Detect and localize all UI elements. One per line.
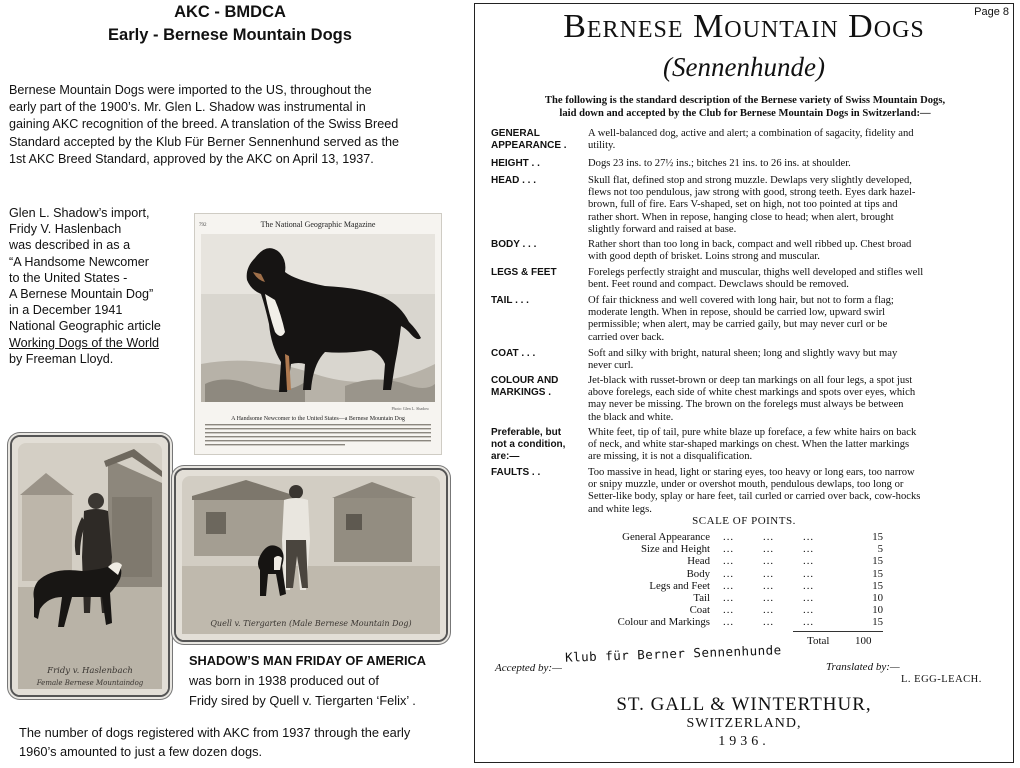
shadow-line: Glen L. Shadow’s import,: [9, 206, 150, 220]
fridy-inscription-1: Fridy v. Haslenbach: [47, 666, 133, 676]
leader-dots: ...: [723, 555, 735, 568]
shadow-line: to the United States -: [9, 270, 128, 285]
page-number: Page 8: [974, 6, 1009, 18]
shadow-line: “A Handsome Newcomer: [9, 254, 149, 269]
standard-text-line: Jet-black with russet-brown or deep tan markings on all four legs, a spot just: [588, 375, 913, 386]
scale-item-points: 5: [877, 543, 883, 556]
standard-text-line: above forelegs, each side of white chest markings and spots over eyes, which: [588, 387, 916, 399]
leader-dots: ...: [803, 531, 815, 543]
intro-line: Standard accepted by the Klub Für Berner Sennenhund served as the: [9, 134, 399, 149]
club-stamp: Klub für Berner Sennenhunde: [564, 642, 782, 665]
shadow-import-paragraph: [9, 205, 194, 367]
leader-dots: ...: [763, 592, 775, 604]
standard-text-line: Dogs 23 ins. to 27½ ins.; bitches 21 ins. to 26 ins. at shoulder.: [588, 158, 851, 169]
scale-row: [583, 604, 883, 616]
standard-text-line: Forelegs perfectly straight and muscular, thighs well developed and stifles well: [588, 267, 924, 278]
scale-of-points-title: SCALE OF POINTS.: [692, 515, 796, 527]
standard-text-line: never curl.: [588, 360, 634, 372]
leader-dots: ...: [763, 555, 775, 568]
leader-dots: ...: [763, 531, 775, 543]
ng-page-number: 792: [199, 223, 207, 228]
scale-leader-dots: [723, 531, 843, 543]
leader-dots: ...: [723, 579, 735, 592]
document-intro: [505, 94, 985, 120]
standard-section-text: [588, 267, 1003, 291]
standard-text-line: Skull flat, defined stop and strong muzzle. Dewlaps very slightly developed,: [588, 175, 912, 186]
scale-item-points: 10: [872, 592, 883, 604]
scale-item-points: 10: [872, 604, 883, 617]
leader-dots: ...: [763, 567, 775, 580]
standard-section-label: HEIGHT . .: [491, 158, 540, 169]
scale-item-name: Colour and Markings: [617, 616, 710, 629]
standard-text-line: White feet, tip of tail, pure white blaze up foreface, a few white hairs on back: [588, 427, 917, 438]
scale-row: [583, 555, 883, 567]
total-value: 100: [855, 635, 872, 647]
scale-row: [583, 568, 883, 580]
standard-section-text: [588, 427, 1003, 464]
ng-photo-credit: Photo: Glen L. Shadow: [391, 406, 429, 411]
shadow-line: Fridy V. Haslenbach: [9, 222, 122, 237]
document-intro-line: laid down and accepted by the Club for Bernese Mountain Dogs in Switzerland:—: [559, 108, 931, 119]
leader-dots: ...: [723, 543, 735, 556]
shadow-line: A Bernese Mountain Dog”: [9, 287, 154, 302]
intro-line: 1st AKC Breed Standard, approved by the AKC on April 13, 1937.: [9, 151, 374, 166]
leader-dots: ...: [803, 604, 815, 617]
scale-item-name: Body: [686, 567, 710, 580]
scale-row: [583, 616, 883, 628]
standard-text-line: of neck, and white star-shaped markings on chest. When the latter markings: [588, 439, 910, 451]
leader-dots: ...: [803, 543, 815, 556]
standard-section-label: Preferable, but not a condition, are:—: [491, 427, 566, 463]
scale-item-name: Tail: [693, 592, 710, 604]
leader-dots: ...: [723, 592, 735, 604]
intro-line: gaining AKC recognition of the breed. A translation of the Swiss Breed: [9, 117, 399, 132]
scale-item-name: Head: [687, 555, 710, 568]
leader-dots: ...: [723, 567, 735, 580]
scale-item-points: 15: [872, 555, 883, 568]
standard-text-line: the black and white.: [588, 411, 674, 423]
standard-text-line: A well-balanced dog, active and alert; a combination of sagacity, fidelity and: [588, 128, 914, 139]
standard-section-label: HEAD . . .: [491, 175, 537, 186]
scale-item-points: 15: [872, 579, 883, 592]
standard-text-line: Too massive in head, light or staring eyes, too heavy or long ears, too narrow: [588, 467, 915, 478]
intro-line: Bernese Mountain Dogs were imported to the US, throughout the: [9, 83, 372, 97]
shadow-line: was described in as a: [9, 238, 131, 253]
translator-name: L. EGG-LEACH.: [901, 674, 982, 685]
scale-leader-dots: [723, 580, 843, 592]
standard-text-line: may never be missing. The brown on the forelegs must always be between: [588, 399, 904, 411]
standard-text-line: flews not too pendulous, jaw strong with good, strong teeth. Eyes dark hazel-: [588, 187, 916, 199]
leader-dots: ...: [763, 579, 775, 592]
country: SWITZERLAND,: [686, 716, 802, 731]
scale-leader-dots: [723, 616, 843, 628]
standard-text-line: brown, full of fire. Ears V-shaped, set on high, not too pointed at tips and: [588, 199, 898, 211]
standard-section-label: GENERAL APPEARANCE .: [491, 128, 567, 152]
standard-text-line: Rather short than too long in back, compact and well ribbed up. Chest broad: [588, 239, 912, 250]
standard-text-line: are missing, it is not a disqualification.: [588, 451, 753, 463]
standard-section-label: LEGS & FEET: [491, 267, 557, 278]
standard-text-line: slightly forward and raised at base.: [588, 223, 737, 235]
scale-leader-dots: [723, 568, 843, 580]
standard-text-line: Soft and silky with bright, natural sheen; long and slightly wavy but may: [588, 348, 898, 359]
registration-line: The number of dogs registered with AKC from 1937 through the early: [19, 725, 411, 740]
man-friday-line: Fridy sired by Quell v. Tiergarten ‘Felix’ .: [189, 693, 416, 708]
leader-dots: ...: [723, 531, 735, 543]
national-geographic-photo: [194, 213, 442, 455]
place-of-issue: ST. GALL & WINTERTHUR,: [616, 694, 872, 715]
quell-inscription: Quell v. Tiergarten (Male Bernese Mountain Dog): [210, 619, 412, 628]
scale-item-points: 15: [872, 531, 883, 543]
article-author: by Freeman Lloyd.: [9, 351, 114, 366]
standard-text-line: carried over back.: [588, 331, 665, 343]
total-divider: [793, 631, 883, 632]
standard-text-line: permissible; when alert, may be carried gaily, but may never curl or be: [588, 319, 888, 331]
standard-text-line: or snipy muzzle, under or overshot mouth, pendulous dewlaps, too long or: [588, 479, 904, 491]
scale-leader-dots: [723, 555, 843, 567]
standard-section-label: COLOUR AND MARKINGS .: [491, 375, 559, 399]
leader-dots: ...: [723, 604, 735, 617]
standard-section-label: FAULTS . .: [491, 467, 541, 478]
scale-leader-dots: [723, 543, 843, 555]
accepted-by-label: Accepted by:—: [495, 662, 562, 674]
document-intro-line: The following is the standard description of the Bernese variety of Swiss Mountain Dogs,: [544, 95, 946, 106]
fridy-photo: [10, 435, 170, 697]
ng-header: The National Geographic Magazine: [260, 220, 376, 229]
leader-dots: ...: [763, 616, 775, 629]
document-title: Bernese Mountain Dogs: [563, 8, 925, 45]
leader-dots: ...: [803, 555, 815, 568]
standard-section-label: BODY . . .: [491, 239, 537, 250]
slide-title: AKC - BMDCA: [174, 3, 286, 21]
registration-note: [19, 724, 459, 761]
ng-caption-title: A Handsome Newcomer to the United States—a Bernese Mountain Dog: [231, 416, 405, 422]
scale-item-name: Size and Height: [641, 543, 710, 556]
intro-line: early part of the 1900’s. Mr. Glen L. Shadow was instrumental in: [9, 100, 366, 115]
leader-dots: ...: [723, 616, 735, 629]
standard-text-line: rather short. When in repose, hanging close to head; when alert, brought: [588, 211, 894, 223]
intro-paragraph: [9, 82, 449, 168]
standard-section-label: COAT . . .: [491, 348, 536, 359]
fridy-inscription-2: Female Bernese Mountaindog: [36, 679, 144, 687]
standard-text-line: moderate length. When in repose, should be carried low, upward swirl: [588, 307, 886, 319]
leader-dots: ...: [803, 579, 815, 592]
scale-item-name: General Appearance: [622, 531, 710, 543]
scale-item-name: Coat: [689, 604, 710, 617]
scale-row: [583, 592, 883, 604]
leader-dots: ...: [763, 604, 775, 617]
quell-photo: [174, 468, 448, 642]
standard-text-line: Of fair thickness and well covered with long hair, but not to form a flag;: [588, 295, 894, 306]
scale-row: [583, 543, 883, 555]
shadow-line: National Geographic article: [9, 319, 161, 334]
scale-item-points: 15: [872, 567, 883, 580]
leader-dots: ...: [803, 616, 815, 629]
document-subtitle: (Sennenhunde): [663, 52, 825, 82]
slide-subtitle: Early - Bernese Mountain Dogs: [108, 26, 352, 44]
standard-section-text: [588, 128, 1003, 152]
scale-item-points: 15: [872, 616, 883, 629]
leader-dots: ...: [803, 592, 815, 604]
leader-dots: ...: [803, 567, 815, 580]
breed-standard-document: [474, 3, 1014, 763]
standard-section-text: [588, 348, 1003, 372]
scale-item-name: Legs and Feet: [649, 579, 710, 592]
shadow-line: in a December 1941: [9, 303, 123, 318]
scale-leader-dots: [723, 592, 843, 604]
standard-section-text: [588, 295, 1003, 344]
standard-text-line: Setter-like body, splay or hare feet, tail curled or carried over back, cow-hocks: [588, 491, 921, 503]
man-friday-caption: [189, 651, 459, 711]
man-friday-line: was born in 1938 produced out of: [189, 673, 379, 688]
leader-dots: ...: [763, 543, 775, 556]
standard-section-text: [588, 175, 1003, 236]
standard-section-text: [588, 158, 1003, 170]
scale-row: [583, 580, 883, 592]
standard-section-text: [588, 375, 1003, 424]
total-label: Total: [807, 635, 830, 647]
scale-row: [583, 531, 883, 543]
standard-section-text: [588, 239, 1003, 263]
standard-text-line: utility.: [588, 140, 616, 152]
article-title-link[interactable]: Working Dogs of the World: [9, 335, 160, 350]
registration-line: 1960’s amounted to just a few dozen dogs.: [19, 743, 263, 759]
standard-text-line: with good depth of brisket. Loins strong and muscular.: [588, 251, 820, 263]
translated-by-label: Translated by:—: [826, 661, 900, 673]
man-friday-heading: SHADOW’S MAN FRIDAY OF AMERICA: [189, 653, 426, 668]
standard-section-text: [588, 467, 1003, 516]
scale-leader-dots: [723, 604, 843, 616]
standard-text-line: and white legs.: [588, 503, 652, 515]
standard-text-line: bent. Feet round and compact. Dewclaws should be removed.: [588, 279, 849, 291]
year: 1936.: [718, 734, 770, 749]
standard-section-label: TAIL . . .: [491, 295, 529, 306]
